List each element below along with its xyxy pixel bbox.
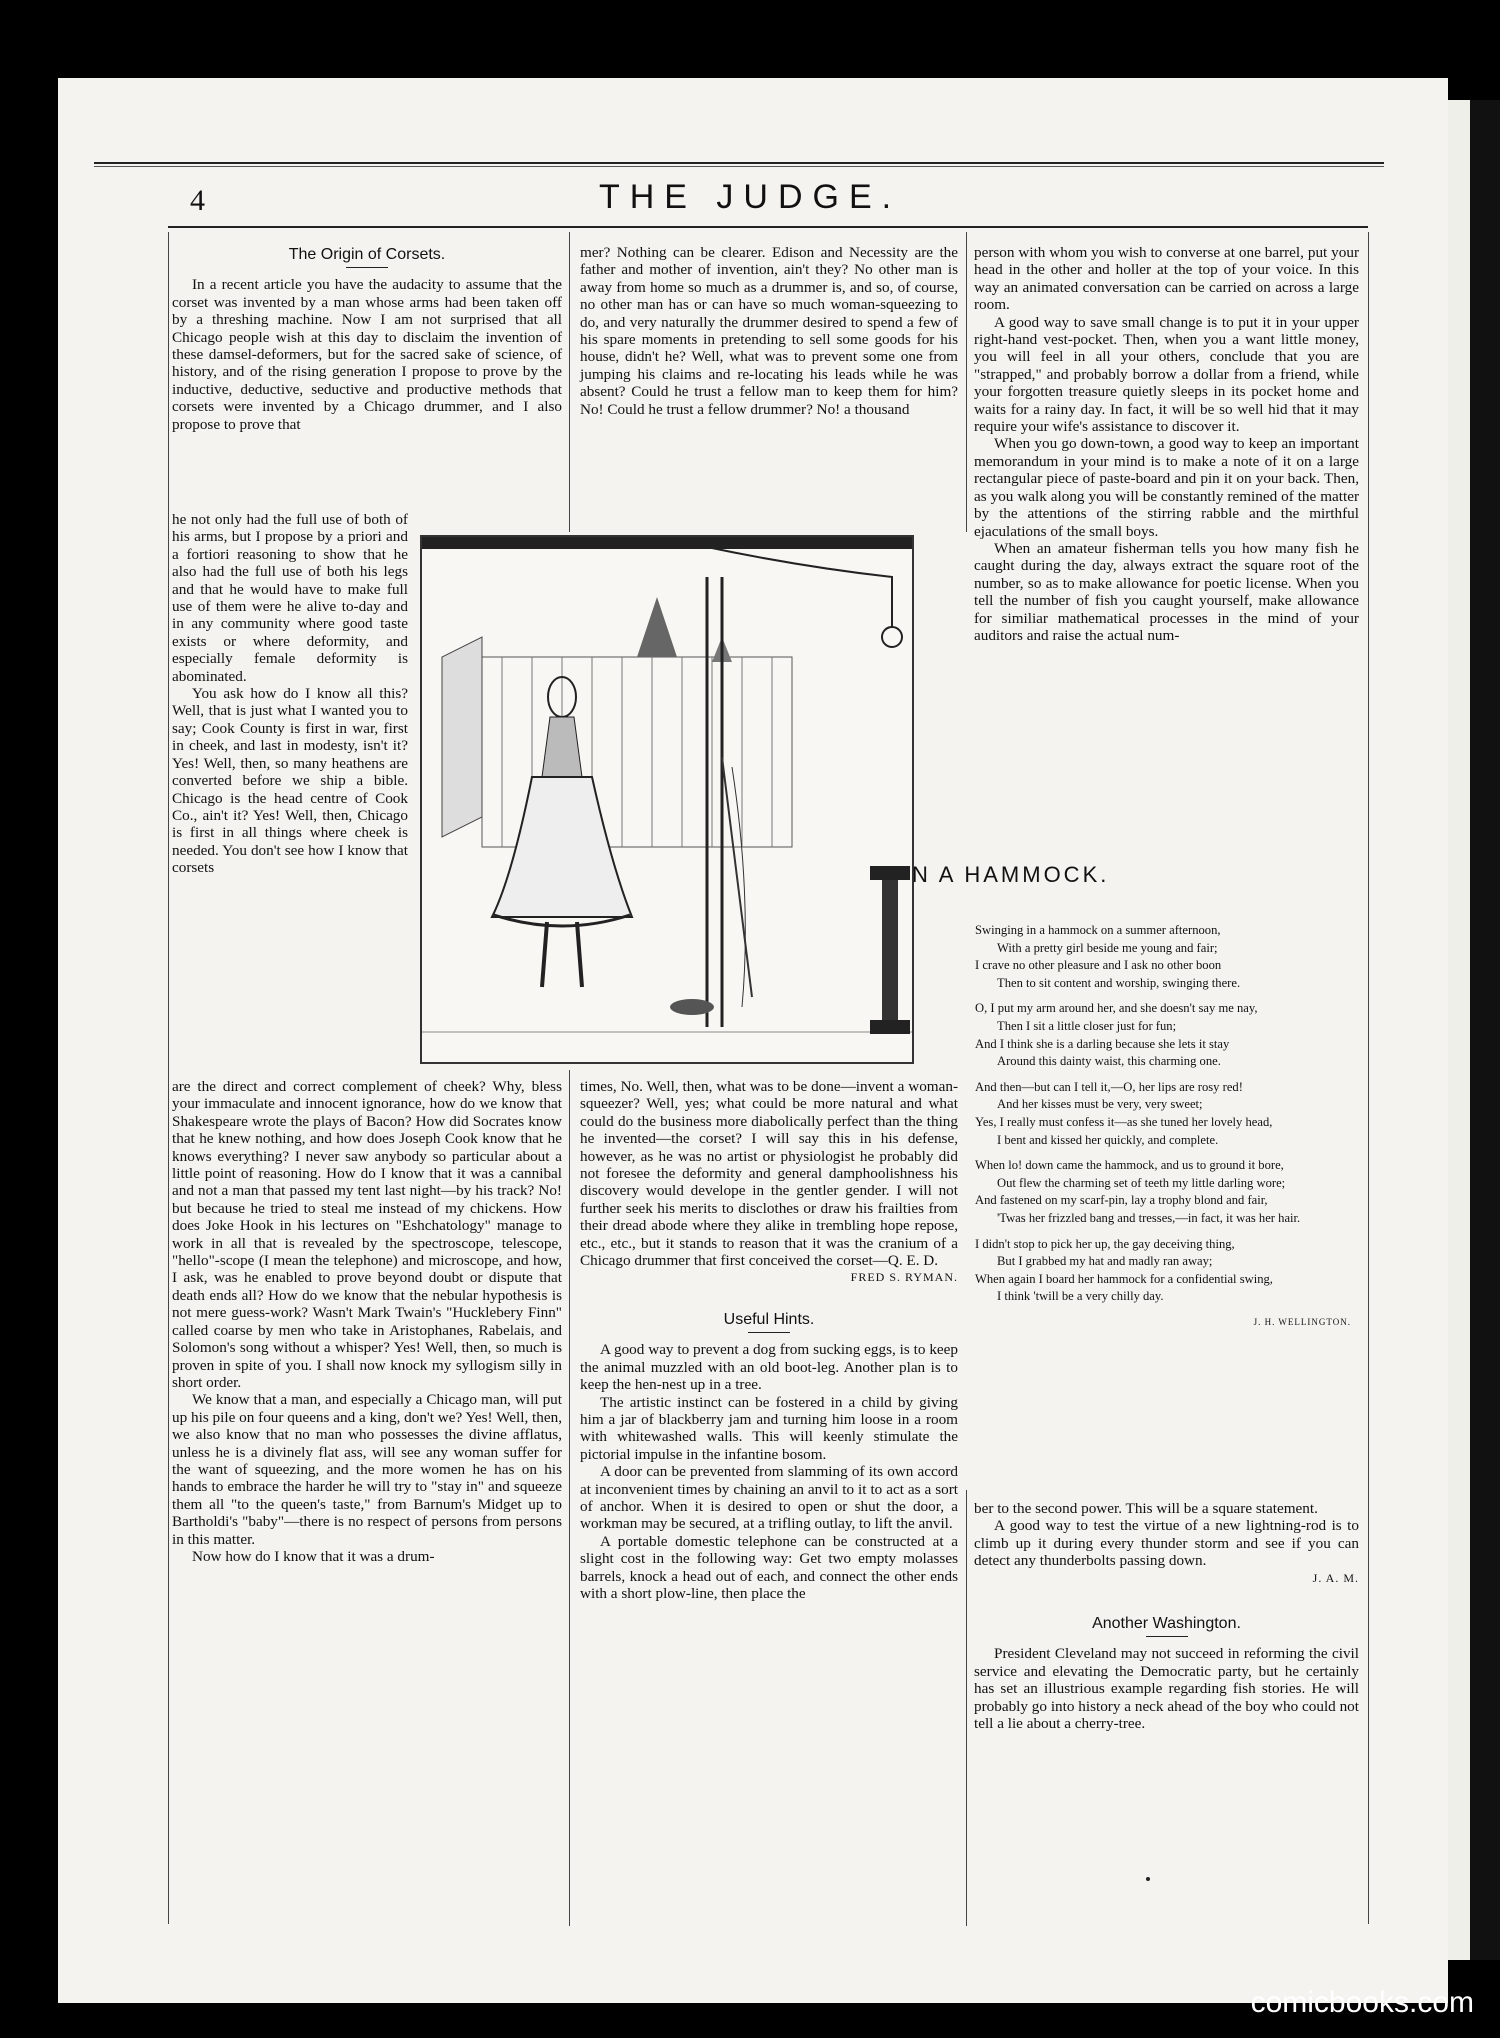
top-rule — [94, 162, 1384, 164]
article-paragraph: times, No. Well, then, what was to be done—invent a woman-squeezer? Well, yes; what could be more natural and what could do the business more diabolically perfect than the thing he invented—the corset? I will say this in his defense, however, as he was no artist or physiologist he probably did not foresee the deformity and general damphoolishness his discovery would develope in the gentler gender. I will not further seek his merits to disclothes or draw his frailties from their dread abode where they alike in trembling hope repose, etc., etc., but it stands to reason that it was the cranium of a Chicago drummer that first conceived the corset—Q. E. D. — [580, 1078, 958, 1270]
poem-title: N A HAMMOCK. — [912, 862, 1110, 887]
article-paragraph: In a recent article you have the audacity to assume that the corset was invented by a man whose arms had been taken off by a threshing machine. Now I am not surprised that all Chicago people wish at this day to disclaim the invention of these damsel-deformers, but for the sacred sake of science, of history, and of the rising generation I propose to prove by the inductive, deductive, seductive and productive methods that corsets were invented by a Chicago drummer, and I also propose to prove that — [172, 276, 562, 433]
author-signature: FRED S. RYMAN. — [850, 1270, 958, 1285]
column-1-top — [172, 240, 562, 433]
article-paragraph: mer? Nothing can be clearer. Edison and Necessity are the father and mother of invention, ain't they? No other man is away from home so much as a drummer is, and so, of course, no other man has or can have so much woman-squeezing to do, and very naturally the drummer desired to spend a few of his spare moments in pretending to sell some goods for his house, didn't he? Well, what was to prevent some one from jumping his claims and re-locating his leads while he was absent? Could he trust a fellow man to keep them for him? No! Could he trust a fellow drummer? No! a thousand — [580, 244, 958, 418]
poem-line: With a pretty girl beside me young and fair; — [997, 940, 1218, 955]
drop-cap-I-icon — [870, 866, 910, 1036]
section-title: Another Washington. — [1092, 1615, 1241, 1633]
poem-line: Around this dainty waist, this charming one. — [997, 1054, 1221, 1069]
poem-line: And then—but can I tell it,—O, her lips are rosy red! — [975, 1079, 1243, 1094]
hammock-illustration — [420, 535, 914, 1064]
top-rule-thin — [94, 166, 1384, 167]
ink-speck — [1146, 1877, 1150, 1881]
poem-line: I didn't stop to pick her up, the gay deceiving thing, — [975, 1236, 1235, 1251]
hint-paragraph: A door can be prevented from slamming of its own accord at inconvenient times by chaining an anvil to it to act as a sort of anchor. When it is desired to open or shut the door, a workman may be secured, at a trifling outlay, to lift the anvil. — [580, 1463, 958, 1533]
page-number: 4 — [190, 184, 205, 217]
hint-paragraph: A good way to prevent a dog from sucking eggs, is to keep the animal muzzled with an old boot-leg. Another plan is to keep the hen-nest up in a tree. — [580, 1341, 958, 1394]
poem-line: When lo! down came the hammock, and us to ground it bore, — [975, 1158, 1284, 1173]
poem-line: And fastened on my scarf-pin, lay a trophy blond and fair, — [975, 1193, 1268, 1208]
poem-line: Yes, I really must confess it—as she tuned her lovely head, — [975, 1114, 1273, 1129]
author-signature: J. A. M. — [1312, 1570, 1359, 1585]
masthead-rule — [168, 226, 1368, 228]
hint-paragraph: When you go down-town, a good way to keep an important memorandum in your mind is to make a note of it on a large rectangular piece of paste-board and pin it on your back. Then, as you walk along you will be constantly remined of the matter by the attentions of the stirring rabble and the mirthful ejaculations of the small boys. — [974, 435, 1359, 540]
column-rule — [569, 1070, 570, 1926]
section-title: Useful Hints. — [723, 1310, 815, 1328]
poem-line: 'Twas her frizzled bang and tresses,—in fact, it was her hair. — [997, 1210, 1301, 1225]
column-2-top — [580, 244, 958, 418]
column-rule — [966, 1490, 967, 1926]
article-paragraph: Now how do I know that it was a drum- — [192, 1547, 435, 1565]
column-2-bottom — [580, 1078, 958, 1602]
poem-line: Then to sit content and worship, swinging there. — [997, 975, 1241, 990]
right-border — [1368, 232, 1369, 1924]
poem-line: And I think she is a darling because she lets it stay — [975, 1036, 1230, 1051]
hint-paragraph: person with whom you wish to converse at one barrel, put your head in the other and holler at the top of your voice. In this way an animated conversation can be carried on across a large room. — [974, 244, 1359, 314]
poem-line: Swinging in a hammock on a summer afternoon, — [975, 923, 1221, 937]
article-paragraph: are the direct and correct complement of cheek? Why, bless your immaculate and innocent ignorance, how do we know that Shakespeare wrote the plays of Bacon? How did Socrates know that he knew nothing, and how does Joseph Cook know that he knows everything? I never saw anybody so particular about a little point of reasoning. How do I know that it was a cannibal and not a man that passed my tent last night—by his track? No! but because he tried to steal me instead of my chickens. How does Joke Hook in his lectures on "Eshchatology" manage to work in all that is revealed by the spectroscope, telescope, "hello"-scope (I mean the telephone) and microscope, and how, I ask, was he enabled to prove beyond doubt or dispute that death ends all? How do we know that the nebular hypothesis is not mere guess-work? Wasn't Mark Twain's "Hucklebery Finn" called coarse by men who take in Aristophanes, Rabelais, and Solomon's song without a whisper? Yes! Well, then, so much is proven in spite of you. I shall now knock my syllogism silly in short order. — [172, 1078, 562, 1391]
left-border — [168, 232, 169, 1924]
article-paragraph: President Cleveland may not succeed in reforming the civil service and elevating the Democratic party, but he certainly has set an illustrious example regarding fish stories. He will probably go into history a neck ahead of the boy who could not tell a lie about a cherry-tree. — [974, 1645, 1359, 1733]
poem-line: And her kisses must be very, very sweet; — [997, 1097, 1203, 1112]
poem-line: I think 'twill be a very chilly day. — [997, 1289, 1164, 1304]
hint-paragraph: When an amateur fisherman tells you how many fish he caught during the day, always extract the square root of the number, so as to make allowance for poetic license. When you tell the number of fish you caught yourself, make allowance for similiar mathematical processes in the mind of your auditors and raise the actual num- — [974, 539, 1359, 644]
column-3-bottom — [974, 1500, 1359, 1732]
masthead: THE JUDGE. — [598, 178, 902, 216]
poem-line: When again I board her hammock for a confidential swing, — [975, 1271, 1273, 1286]
poem — [975, 922, 1351, 1331]
article-title: The Origin of Corsets. — [288, 246, 446, 263]
poem-signature: J. H. WELLINGTON. — [1253, 1316, 1351, 1327]
poem-line: Then I sit a little closer just for fun; — [997, 1018, 1177, 1033]
hint-paragraph: The artistic instinct can be fostered in a child by giving him a jar of blackberry jam and turning him loose in a room with whitewashed walls. This will keenly stimulate the pictorial impulse in the infantine bosom. — [580, 1393, 958, 1463]
article-paragraph: he not only had the full use of both of his arms, but I propose by a priori and a fortiori reasoning to show that he also had the full use of both his legs and that he would have to make full use of them were he alive to-day and in any community where good taste exists or where deformity, and especially female deformity is abominated. — [172, 511, 408, 685]
hint-paragraph: A good way to save small change is to put it in your upper right-hand vest-pocket. Then, when you a want little money, you will feel in all your others, conclude that you are "strapped," and probably borrow a dollar from a friend, while your forgotten treasure quietly sleeps in its pocket home and waits for a rainy day. In fact, it will be so well hid that it may require your wife's assistance to discover it. — [974, 313, 1359, 436]
hint-paragraph: A portable domestic telephone can be constructed at a slight cost in the following way: Get two empty molasses barrels, knock a head out of each, and connect the other ends with a short plow-line, then place the — [580, 1532, 958, 1602]
hint-paragraph: ber to the second power. This will be a square statement. — [974, 1500, 1318, 1517]
column-1-bottom — [172, 1078, 562, 1565]
column-1-wrap — [172, 511, 408, 877]
hint-paragraph: A good way to test the virtue of a new lightning-rod is to climb up it during every thunder storm and see if you can detect any thunderbolts passing down. — [974, 1517, 1359, 1570]
poem-line: I bent and kissed her quickly, and complete. — [997, 1132, 1219, 1147]
article-paragraph: We know that a man, and especially a Chicago man, will put up his pile on four queens and a king, don't we? Yes! Well, then, we also know that no man who possesses the divine afflatus, unless he is a divinely flat ass, will see any woman suffer for the want of squeezing, and the more women he has on his hands to embrace the harder he will try to "stay in" and squeeze them all "to the queen's taste," from Barnum's Midget up to Bartholdi's "baby"—there is no respect of persons from persons in this matter. — [172, 1391, 562, 1548]
poem-line: But I grabbed my hat and madly ran away; — [997, 1254, 1213, 1269]
column-rule — [569, 232, 570, 532]
poem-line: Out flew the charming set of teeth my little darling wore; — [997, 1175, 1286, 1190]
girl-and-hammock-drawing — [422, 537, 912, 1062]
poem-line: I crave no other pleasure and I ask no other boon — [975, 958, 1222, 973]
poem-line: O, I put my arm around her, and she doesn't say me nay, — [975, 1001, 1258, 1016]
column-rule — [966, 232, 967, 532]
article-paragraph: You ask how do I know all this? Well, that is just what I wanted you to say; Cook County is first in war, first in cheek, and last in modesty, isn't it? Yes! Well, then, so many heathens are converted before we ship a bible. Chicago is the head centre of Cook Co., ain't it? Yes! Well, then, Chicago is first in all things where cheek is needed. You don't see how I know that corsets — [172, 685, 408, 877]
watermark: comicbooks.com — [1250, 1986, 1474, 2019]
adjacent-page-edge — [1448, 100, 1500, 1960]
column-3-top — [974, 244, 1359, 644]
